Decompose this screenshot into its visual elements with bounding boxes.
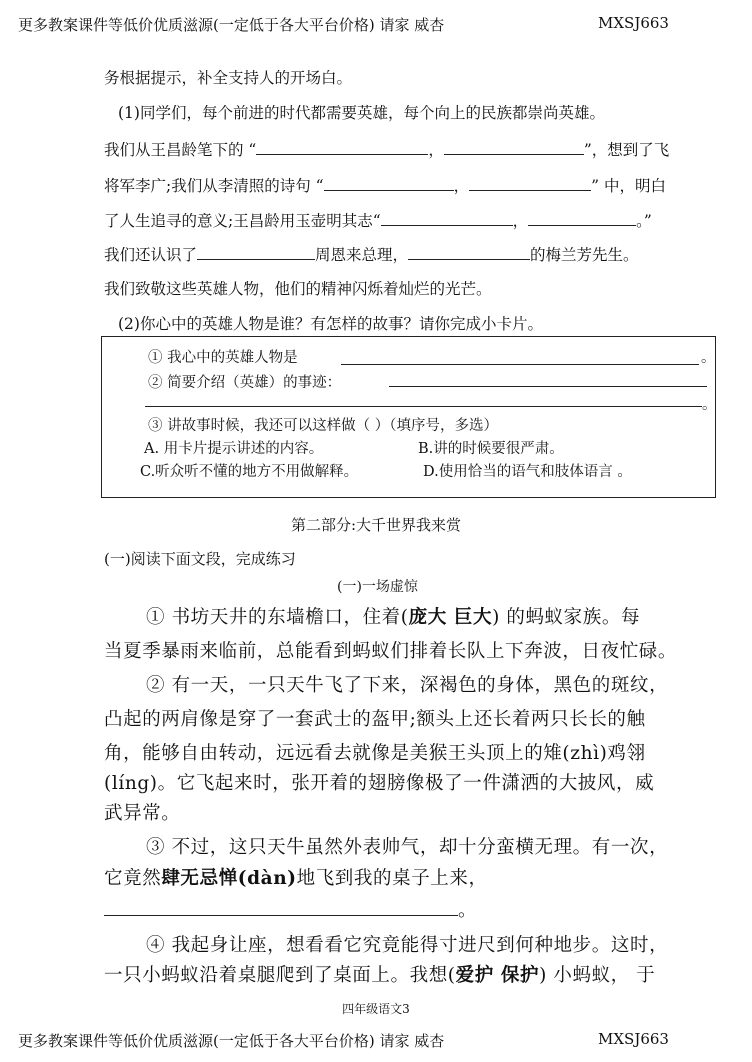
- q1-line-6: 我们致敬这些英雄人物，他们的精神闪烁着灿烂的光芒。: [104, 280, 492, 298]
- word-choice: 庞大 巨大: [408, 607, 493, 628]
- answer-blank[interactable]: [324, 176, 454, 191]
- section-title: 第二部分:大千世界我来赏: [290, 516, 462, 534]
- header-code: MXSJ663: [598, 14, 669, 32]
- page-header: [18, 14, 669, 35]
- answer-blank[interactable]: [197, 245, 315, 260]
- page-footer: [18, 1030, 669, 1051]
- option-c: C.听众听不懂的地方不用做解释。: [140, 464, 359, 480]
- para-2-line-4: (líng)。它飞起来时，张开着的翅膀像极了一件潇洒的大披风，威: [104, 773, 655, 794]
- answer-blank[interactable]: [444, 140, 584, 155]
- answer-blank[interactable]: [408, 245, 530, 260]
- page-number: 四年级语文3: [342, 1002, 410, 1016]
- footer-code: MXSJ663: [598, 1030, 669, 1048]
- para-1-line-1: ① 书坊天井的东墙檐口，住着(庞大 巨大) 的蚂蚁家族。每: [146, 607, 641, 628]
- word-choice: 爱护 保护: [455, 965, 540, 986]
- q1-line-1: (1)同学们，每个前进的时代都需要英雄，每个向上的民族都崇尚英雄。: [118, 104, 605, 122]
- card-item-3: ③ 讲故事时候，我还可以这样做（ ）（填序号，多选）: [148, 418, 498, 434]
- q1-line-5: 我们还认识了 周恩来总理， 的梅兰芳先生。: [104, 246, 639, 264]
- option-d: D.使用恰当的语气和肢体语言 。: [423, 464, 632, 480]
- para-1-line-2: 当夏季暴雨来临前，总能看到蚂蚁们排着长队上下奔波，日夜忙碌。: [104, 641, 678, 662]
- answer-blank[interactable]: [469, 176, 591, 191]
- hero-card: ① 我心中的英雄人物是 。 ② 简要介绍（英雄）的事迹： 。 ③ 讲故事时候，我还可以这样做（ ）（填序号，多选） A. 用卡片提示讲述的内容。 B.讲的时候要很严肃。 C.听众听不懂的地方不用做解释。 D.使用恰当的语气和肢体语言 。: [101, 336, 716, 498]
- para-4-line-1: ④ 我起身让座，想看看它究竟能得寸进尺到何种地步。这时，: [146, 935, 669, 956]
- answer-line[interactable]: [341, 364, 699, 365]
- card-item-2: ② 简要介绍（英雄）的事迹：: [148, 375, 342, 391]
- intro-line: 务根据提示，补全支持人的开场白。: [104, 69, 353, 87]
- option-b: B.讲的时候要很严肃。: [418, 441, 564, 457]
- para-2-line-1: ② 有一天，一只天牛飞了下来，深褐色的身体，黑色的斑纹，: [146, 675, 669, 696]
- para-2-line-5: 武异常。: [104, 803, 181, 824]
- bold-word: 肆无忌惮(dàn): [161, 868, 297, 889]
- q1-line-4: 了人生追寻的意义;王昌龄用玉壶明其志“ ， 。”: [104, 212, 652, 230]
- header-text: 更多教案课件等低价优质滋源(一定低于各大平台价格) 请家 威杏: [18, 16, 445, 34]
- answer-blank[interactable]: [256, 140, 428, 155]
- para-4-line-2: 一只小蚂蚁沿着桌腿爬到了桌面上。我想(爱护 保护) 小蚂蚁， 于: [104, 965, 656, 986]
- para-3-fill-line: 。: [104, 896, 477, 922]
- story-title: (一)一场虚惊: [337, 579, 418, 595]
- para-3-line-2: 它竟然肆无忌惮(dàn)地飞到我的桌子上来，: [104, 868, 488, 889]
- para-2-line-2: 凸起的两肩像是穿了一套武士的盔甲;额头上还长着两只长长的触: [104, 709, 646, 730]
- para-3-line-1: ③ 不过，这只天牛虽然外表帅气，却十分蛮横无理。有一次，: [146, 837, 669, 858]
- answer-blank[interactable]: [528, 211, 636, 226]
- answer-line[interactable]: [145, 406, 702, 407]
- q2-line: (2)你心中的英雄人物是谁？有怎样的故事？请你完成小卡片。: [118, 315, 543, 333]
- footer-text: 更多教案课件等低价优质滋源(一定低于各大平台价格) 请家 威杏: [18, 1032, 445, 1050]
- option-a: A. 用卡片提示讲述的内容。: [144, 441, 324, 457]
- answer-blank[interactable]: [104, 898, 458, 916]
- card-item-1: ① 我心中的英雄人物是: [148, 350, 298, 366]
- answer-blank[interactable]: [381, 211, 513, 226]
- answer-line[interactable]: [389, 386, 707, 387]
- para-2-line-3: 角，能够自由转动，远远看去就像是美猴王头顶上的雉(zhì)鸡翎: [104, 743, 646, 764]
- q1-line-2: 我们从王昌龄笔下的 “ ， ”，想到了飞: [104, 141, 670, 159]
- reading-task: (一)阅读下面文段，完成练习: [104, 550, 296, 568]
- q1-line-3: 将军李广;我们从李清照的诗句 “ ， ” 中，明白: [104, 177, 666, 195]
